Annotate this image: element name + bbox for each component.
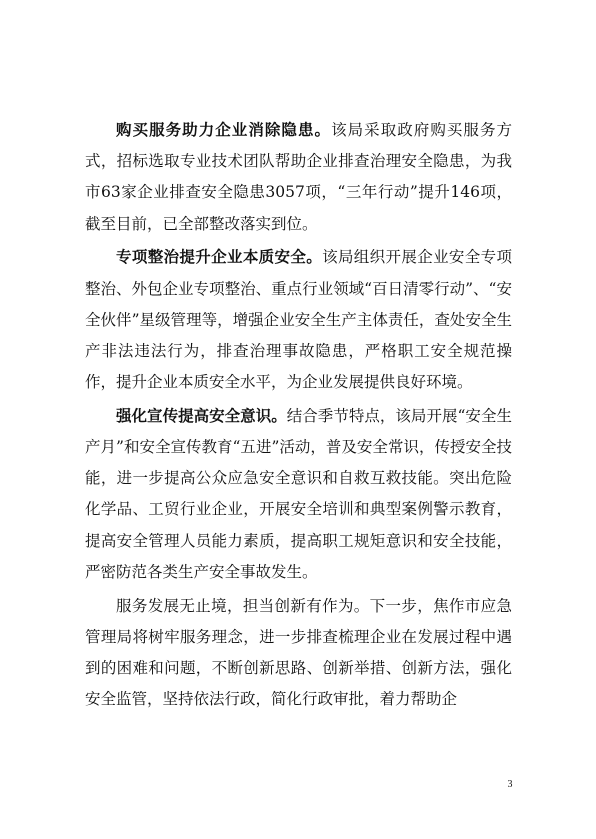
paragraph-heading: 强化宣传提高安全意识。 xyxy=(116,405,287,425)
paragraph-next-steps xyxy=(85,590,512,716)
paragraph-body: 该局组织开展企业安全专项整治、外包企业专项整治、重点行业领域“百日清零行动”、“安全伙伴”星级管理等，增强企业安全生产主体责任，查处安全生产非法违法行为，排查治理事故隐患，严格职工安全规范操作，提升企业本质安全水平，为企业发展提供良好环境。 xyxy=(85,248,512,392)
paragraph-purchase-services xyxy=(85,114,512,240)
paragraph-special-rectification xyxy=(85,241,512,398)
paragraph-body: 服务发展无止境，担当创新有作为。下一步，焦作市应急管理局将树牢服务理念，进一步排查梳理企业在发展过程中遇到的困难和问题，不断创新思路、创新举措、创新方法，强化安全监管，坚持依法行政，简化行政审批，着力帮助企 xyxy=(85,596,512,709)
paragraph-heading: 购买服务助力企业消除隐患。 xyxy=(116,120,332,139)
paragraph-safety-awareness xyxy=(85,400,512,588)
body-text xyxy=(85,114,512,717)
paragraph-body: 结合季节特点，该局开展“安全生产月”和安全宣传教育“五进”活动，普及安全常识，传授安全技能，进一步提高公众应急安全意识和自救互救技能。突出危险化学品、工贸行业企业，开展安全培训和典型案例警示教育，提高安全管理人员能力素质，提高职工规矩意识和安全技能，严密防范各类生产安全事故发生。 xyxy=(85,406,512,581)
paragraph-heading: 专项整治提升企业本质安全。 xyxy=(116,247,323,267)
page-number: 3 xyxy=(507,779,513,790)
paragraph-body: 该局采取政府购买服务方式，招标选取专业技术团队帮助企业排查治理安全隐患，为我市63家企业排查安全隐患3057项，“三年行动”提升146项，截至目前，已全部整改落实到位。 xyxy=(85,121,512,233)
